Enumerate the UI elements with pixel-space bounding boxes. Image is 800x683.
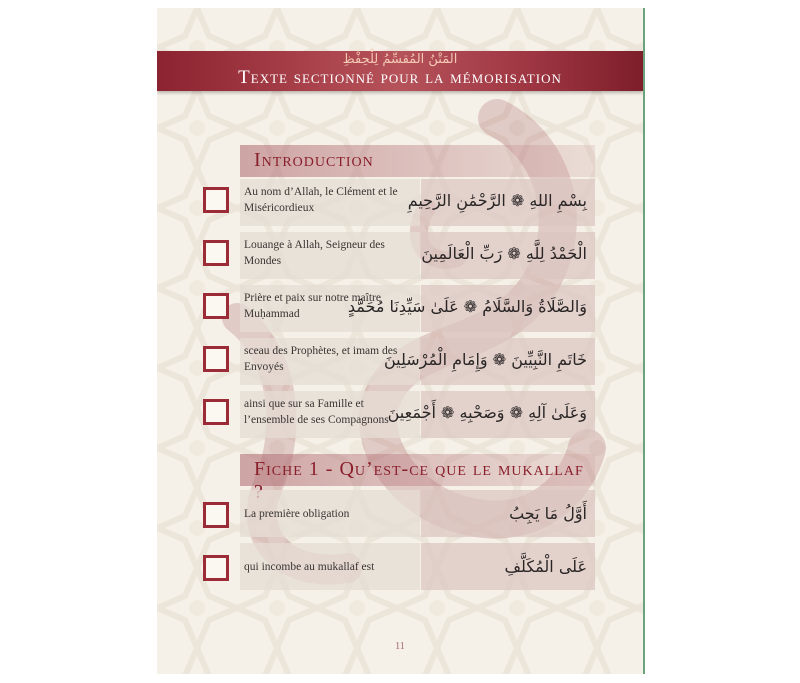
french-cell: [240, 543, 420, 590]
arabic-text: خَاتَمِ النَّبِيِّينَ ❁ وَإِمَامِ الْمُرْسَلِينَ: [383, 350, 587, 369]
arabic-title: المَتْنُ المُقسِّمُ لِلْحِفْظِ: [342, 52, 458, 67]
french-text: qui incombe au mukallaf est: [244, 561, 375, 573]
french-text: ainsi que sur sa Famille et l’ensemble de ses Compagnons: [244, 398, 389, 426]
french-text: Au nom d’Allah, le Clément et le Miséricordieux: [244, 186, 398, 214]
checkbox-icon[interactable]: [203, 293, 229, 319]
section-heading-introduction: [240, 145, 595, 177]
arabic-text: الْحَمْدُ لِلَّهِ ❁ رَبِّ الْعَالَمِينَ: [421, 244, 587, 263]
memorization-row: [157, 543, 643, 591]
checkbox-icon[interactable]: [203, 346, 229, 372]
checkbox-icon[interactable]: [203, 187, 229, 213]
memorization-row: [157, 338, 643, 386]
page-title: Texte sectionné pour la mémorisation: [238, 67, 562, 88]
french-text: La première obligation: [244, 508, 350, 520]
memorization-row: [157, 490, 643, 538]
arabic-text: أَوَّلُ مَا يَجِبُ: [509, 504, 587, 523]
arabic-text: عَلَى الْمُكَلَّفِ: [504, 557, 587, 576]
arabic-text: وَعَلَىٰ آلِهِ ❁ وَصَحْبِهِ ❁ أَجْمَعِينَ: [387, 403, 587, 422]
checkbox-icon[interactable]: [203, 555, 229, 581]
arabic-text: وَالصَّلَاةُ وَالسَّلَامُ ❁ عَلَىٰ سَيِّدِنَا مُحَمَّدٍ: [347, 297, 587, 316]
french-text: sceau des Prophètes, et imam des Envoyés: [244, 345, 398, 373]
section-title: Introduction: [254, 149, 374, 171]
french-cell: [240, 232, 420, 279]
arabic-cell: [383, 338, 595, 385]
arabic-cell: [421, 543, 595, 590]
memorization-row: [157, 232, 643, 280]
title-banner: [157, 51, 643, 91]
checkbox-icon[interactable]: [203, 399, 229, 425]
french-text: Louange à Allah, Seigneur des Mondes: [244, 239, 385, 267]
french-cell: [240, 490, 420, 537]
arabic-cell: [387, 391, 595, 438]
arabic-cell: [421, 490, 595, 537]
checkbox-icon[interactable]: [203, 240, 229, 266]
arabic-cell: [421, 232, 595, 279]
arabic-cell: [347, 285, 595, 332]
checkbox-icon[interactable]: [203, 502, 229, 528]
page-number: 11: [395, 641, 405, 652]
arabic-text: بِسْمِ اللهِ ❁ الرَّحْمَٰنِ الرَّحِيمِ: [407, 191, 587, 210]
book-page: [157, 8, 645, 674]
french-text: Prière et paix sur notre maître Muḥammad: [244, 292, 381, 320]
section-title: Fiche 1 - Qu’est-ce que le mukallaf: [254, 458, 584, 480]
french-cell: [240, 179, 420, 226]
memorization-row: [157, 285, 643, 333]
arabic-cell: [407, 179, 595, 226]
memorization-row: [157, 391, 643, 439]
section-heading-fiche-1: [240, 454, 595, 486]
memorization-row: [157, 179, 643, 227]
